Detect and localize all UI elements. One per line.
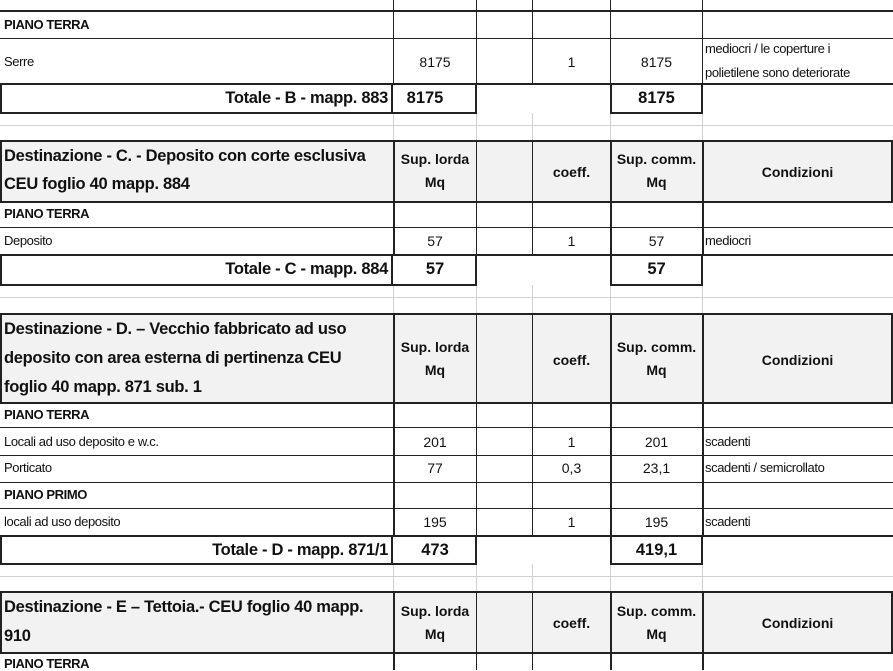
- grid-line: [702, 0, 703, 84]
- grid-line: [610, 0, 611, 84]
- row-cond: scadenti / semicrollato: [705, 460, 825, 475]
- grid-line: [0, 284, 477, 286]
- grid-line: [0, 255, 2, 286]
- col-header-sup-lorda-unit: Mq: [424, 626, 446, 642]
- grid-light: [476, 113, 477, 141]
- col-header-sup-lorda: Sup. lorda: [400, 339, 470, 355]
- grid-line: [0, 652, 893, 654]
- grid-light: [393, 113, 394, 141]
- total-label: Totale - D - mapp. 871/1: [212, 541, 388, 559]
- grid-line: [610, 112, 703, 114]
- row-lorda: 77: [427, 460, 443, 476]
- grid-line: [391, 536, 393, 565]
- grid-line: [0, 402, 893, 404]
- grid-line: [0, 201, 893, 203]
- grid-line: [391, 84, 393, 114]
- row-cond: mediocri / le coperture i: [705, 41, 831, 56]
- grid-line: [0, 227, 893, 228]
- total-comm: 419,1: [635, 541, 678, 559]
- grid-line: [0, 112, 477, 114]
- grid-light: [0, 576, 893, 577]
- total-label: Totale - C - mapp. 884: [225, 260, 388, 278]
- col-header-coeff: coeff.: [552, 615, 591, 631]
- row-lorda: 195: [423, 514, 447, 530]
- grid-light: [393, 285, 394, 314]
- grid-line: [0, 455, 893, 456]
- row-desc: Porticato: [4, 460, 52, 475]
- col-header-sup-comm: Sup. comm.: [616, 151, 697, 167]
- col-header-sup-comm: Sup. comm.: [616, 603, 697, 619]
- grid-line: [0, 254, 893, 256]
- grid-line: [0, 508, 893, 509]
- col-header-sup-lorda: Sup. lorda: [400, 603, 470, 619]
- grid-line: [532, 592, 533, 670]
- grid-light: [476, 564, 477, 592]
- section-title: foglio 40 mapp. 871 sub. 1: [4, 378, 202, 396]
- grid-line: [393, 0, 394, 84]
- col-header-sup-comm-unit: Mq: [646, 626, 667, 642]
- grid-line: [702, 314, 704, 536]
- grid-line: [610, 563, 703, 565]
- grid-light: [532, 285, 533, 314]
- grid-light: [702, 113, 703, 141]
- grid-line: [476, 141, 477, 255]
- row-lorda: 8175: [419, 54, 451, 70]
- section-title: 910: [4, 627, 31, 645]
- row-coeff: 1: [567, 54, 576, 70]
- row-desc: Locali ad uso deposito e w.c.: [4, 434, 159, 449]
- grid-light: [476, 285, 477, 314]
- floor-label: PIANO TERRA: [4, 656, 90, 671]
- row-coeff: 1: [567, 434, 576, 450]
- col-header-sup-lorda-unit: Mq: [424, 174, 446, 190]
- grid-line: [532, 0, 533, 84]
- floor-label: PIANO TERRA: [4, 407, 90, 422]
- row-cond: mediocri: [705, 233, 751, 248]
- total-comm: 57: [647, 260, 666, 278]
- row-coeff: 1: [567, 233, 576, 249]
- grid-light: [0, 297, 893, 298]
- row-lorda: 201: [423, 434, 447, 450]
- row-comm: 57: [648, 233, 665, 249]
- grid-line: [0, 314, 2, 404]
- total-lorda: 57: [425, 260, 445, 278]
- section-title: Destinazione - D. – Vecchio fabbricato ad uso: [4, 320, 347, 338]
- total-comm: 8175: [638, 89, 675, 107]
- floor-label: PIANO TERRA: [4, 206, 90, 221]
- col-header-sup-lorda-unit: Mq: [424, 362, 446, 378]
- grid-line: [0, 10, 893, 12]
- grid-light: [610, 113, 611, 141]
- col-header-condizioni: Condizioni: [761, 615, 834, 631]
- grid-line: [0, 84, 2, 114]
- row-desc: locali ad uso deposito: [4, 514, 121, 529]
- grid-light: [532, 564, 533, 592]
- col-header-coeff: coeff.: [552, 164, 591, 180]
- col-header-sup-comm-unit: Mq: [646, 362, 667, 378]
- floor-label: PIANO TERRA: [4, 17, 90, 32]
- section-title: CEU foglio 40 mapp. 884: [4, 175, 190, 193]
- grid-line: [610, 284, 703, 286]
- grid-line: [0, 38, 893, 39]
- grid-line: [0, 592, 2, 654]
- grid-line: [702, 592, 704, 670]
- total-lorda: 8175: [406, 89, 444, 107]
- grid-line: [0, 140, 893, 142]
- row-desc: Deposito: [4, 233, 53, 248]
- row-cond: scadenti: [705, 514, 751, 529]
- grid-line: [0, 141, 2, 203]
- grid-line: [0, 482, 893, 483]
- grid-line: [475, 84, 477, 114]
- grid-line: [391, 255, 393, 286]
- grid-line: [0, 313, 893, 315]
- grid-line: [0, 563, 477, 565]
- grid-light: [393, 564, 394, 592]
- row-cond: scadenti: [705, 434, 751, 449]
- col-header-condizioni: Condizioni: [761, 352, 834, 368]
- section-title: Destinazione - C. - Deposito con corte esclusiva: [4, 147, 366, 165]
- col-header-coeff: coeff.: [552, 352, 591, 368]
- col-header-sup-comm: Sup. comm.: [616, 339, 697, 355]
- row-cond: polietilene sono deteriorate: [705, 65, 850, 80]
- col-header-condizioni: Condizioni: [761, 164, 834, 180]
- grid-light: [702, 564, 703, 592]
- grid-line: [0, 591, 893, 593]
- grid-line: [476, 592, 477, 670]
- row-comm: 201: [644, 434, 669, 450]
- col-header-sup-comm-unit: Mq: [646, 174, 667, 190]
- row-desc: Serre: [4, 54, 34, 69]
- row-lorda: 57: [427, 233, 443, 249]
- grid-line: [476, 0, 477, 84]
- grid-line: [476, 314, 477, 536]
- grid-line: [0, 536, 2, 565]
- grid-line: [0, 427, 893, 428]
- grid-line: [532, 314, 533, 536]
- section-title: deposito con area esterna di pertinenza CEU: [4, 349, 342, 367]
- section-title: Destinazione - E – Tettoia.- CEU foglio 40 mapp.: [4, 598, 364, 616]
- grid-light: [702, 285, 703, 314]
- row-comm: 8175: [640, 54, 673, 70]
- floor-label: PIANO PRIMO: [4, 487, 87, 502]
- grid-light: [532, 113, 533, 141]
- grid-light: [610, 285, 611, 314]
- col-header-sup-lorda: Sup. lorda: [400, 151, 470, 167]
- row-comm: 195: [644, 514, 669, 530]
- grid-light: [610, 564, 611, 592]
- row-coeff: 0,3: [561, 460, 582, 476]
- grid-line: [0, 83, 893, 85]
- total-label: Totale - B - mapp. 883: [225, 89, 388, 107]
- row-comm: 23,1: [642, 460, 671, 476]
- row-coeff: 1: [567, 514, 576, 530]
- total-lorda: 473: [421, 541, 449, 559]
- grid-light: [0, 125, 893, 126]
- grid-line: [702, 141, 704, 255]
- grid-line: [0, 535, 893, 537]
